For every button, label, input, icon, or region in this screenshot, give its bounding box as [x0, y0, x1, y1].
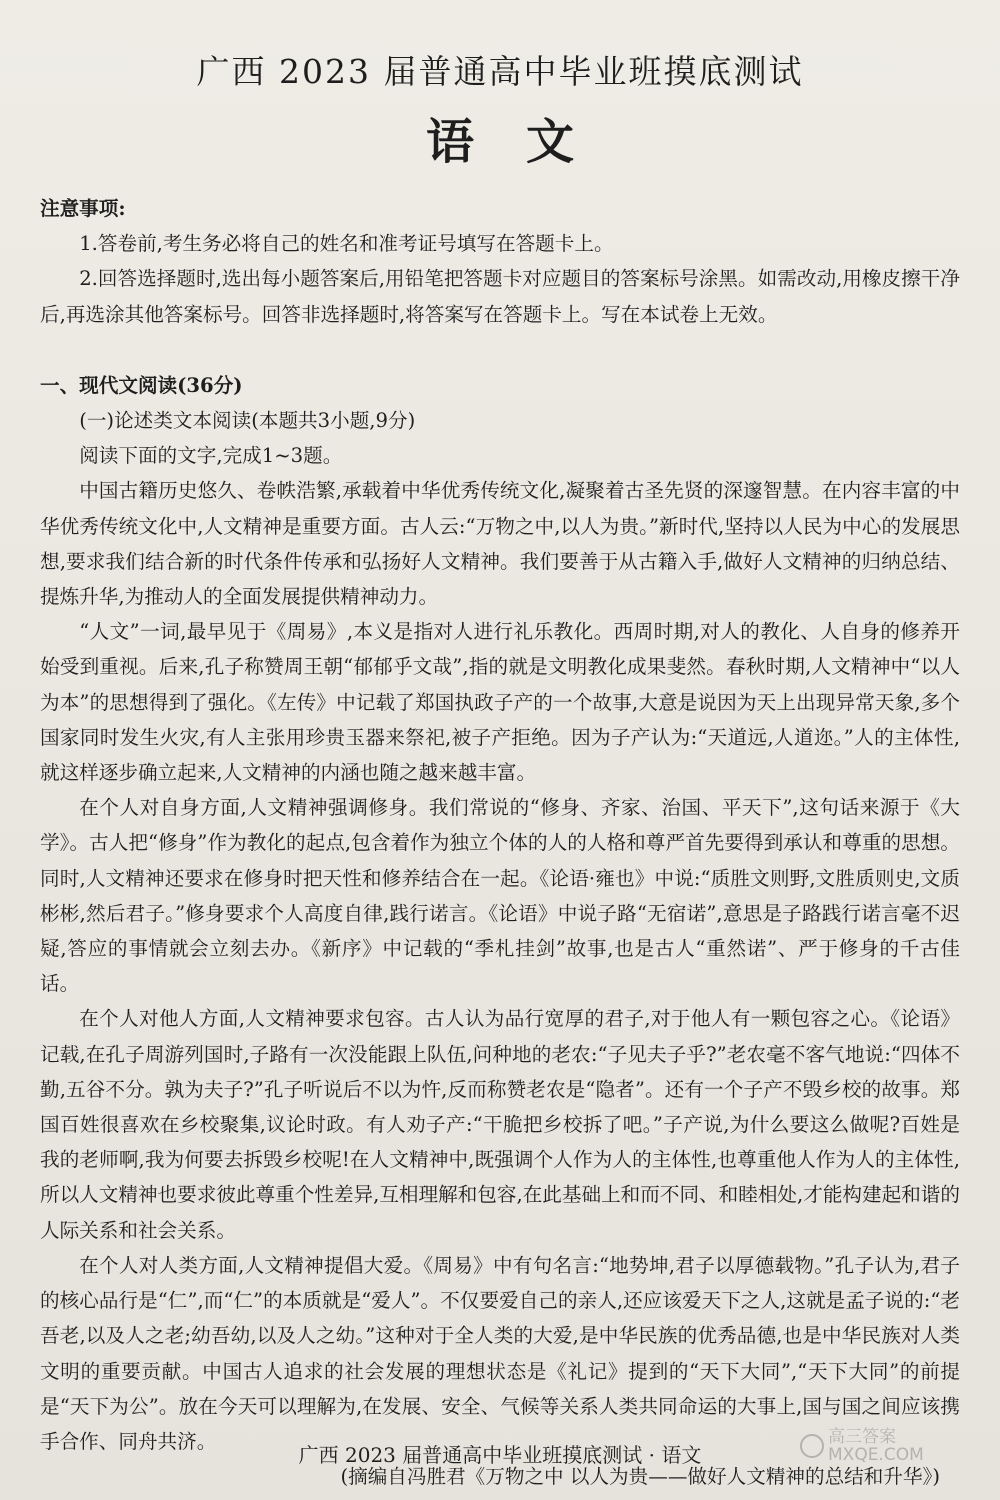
passage-paragraph: 在个人对人类方面,人文精神提倡大爱。《周易》中有句名言:“地势坤,君子以厚德载物。”孔子认为,君子的核心品行是“仁”,而“仁”的本质就是“爱人”。不仅要爱自己的亲人,还应该爱天下之人,这就是孟子说的:“老吾老,以及人之老;幼吾幼,以及人之幼。”这种对于全人类的大爱,是中华民族的优秀品德,也是中华民族对人类文明的重要贡献。中国古人追求的社会发展的理想状态是《礼记》提到的“天下大同”,“天下大同”的前提是“天下为公”。放在今天可以理解为,在发展、安全、气候等关系人类共同命运的大事上,国与国之间应该携手合作、同舟共济。	[40, 1253, 960, 1453]
section-heading: 一、现代文阅读(36分)	[40, 373, 243, 397]
subject-char-2: 文	[526, 114, 575, 170]
passage-paragraph: 在个人对他人方面,人文精神要求包容。古人认为品行宽厚的君子,对于他人有一颗包容之心。《论语》记载,在孔子周游列国时,子路有一次没能跟上队伍,问种地的老农:“子见夫子乎?”老农毫不客气地说:“四体不勤,五谷不分。孰为夫子?”孔子听说后不以为忤,反而称赞老农是“隐者”。还有一个子产不毁乡校的故事。郑国百姓很喜欢在乡校聚集,议论时政。有人劝子产:“干脆把乡校拆了吧。”子产说,为什么要这么做呢?百姓是我的老师啊,我为何要去拆毁乡校呢!在人文精神中,既强调个人作为人的主体性,也尊重他人作为人的主体性,所以人文精神也要求彼此尊重个性差异,互相理解和包容,在此基础上和而不同、和睦相处,才能构建起和谐的人际关系和社会关系。	[40, 1007, 960, 1242]
watermark	[800, 1428, 924, 1464]
watermark-line-2: MXQE.COM	[828, 1445, 924, 1465]
subsection-heading: (一)论述类文本阅读(本题共3小题,9分)	[79, 409, 416, 433]
reading-instruction: 阅读下面的文字,完成1~3题。	[79, 444, 343, 468]
spacer	[40, 332, 960, 368]
passage-paragraph: “人文”一词,最早见于《周易》,本义是指对人进行礼乐教化。西周时期,对人的教化、人自身的修养开始受到重视。后来,孔子称赞周王朝“郁郁乎文哉”,指的就是文明教化成果斐然。春秋时期,人文精神中“以人为本”的思想得到了强化。《左传》中记载了郑国执政子产的一个故事,大意是说因为天上出现异常天象,多个国家同时发生火灾,有人主张用珍贵玉器来祭祀,被子产拒绝。因为子产认为:“天道远,人道迩。”人的主体性,就这样逐步确立起来,人文精神的内涵也随之越来越丰富。	[40, 620, 960, 785]
subject-char-1: 语	[425, 114, 474, 170]
exam-title: 广西 2023 届普通高中毕业班摸底测试	[196, 52, 804, 91]
watermark-logo-icon	[800, 1434, 824, 1458]
page-footer: 广西 2023 届普通高中毕业班摸底测试 · 语文	[298, 1443, 702, 1467]
exam-content	[40, 191, 960, 1494]
notice-heading: 注意事项:	[40, 197, 126, 220]
notice-item-1: 1.答卷前,考生务必将自己的姓名和准考证号填写在答题卡上。	[79, 232, 614, 256]
passage-paragraph: 在个人对自身方面,人文精神强调修身。我们常说的“修身、齐家、治国、平天下”,这句话来源于《大学》。古人把“修身”作为教化的起点,包含着作为独立个体的人的人格和尊严首先要得到承认和尊重的思想。同时,人文精神还要求在修身时把天性和修养结合在一起。《论语·雍也》中说:“质胜文则野,文胜质则史,文质彬彬,然后君子。”修身要求个人高度自律,践行诺言。《论语》中说子路“无宿诺”,意思是子路践行诺言毫不迟疑,答应的事情就会立刻去办。《新序》中记载的“季札挂剑”故事,也是古人“重然诺”、严于修身的千古佳话。	[40, 796, 960, 996]
passage-source: (摘编自冯胜君《万物之中 以人为贵——做好人文精神的总结和升华》)	[340, 1465, 940, 1489]
notice-item-2: 2.回答选择题时,选出每小题答案后,用铅笔把答题卡对应题目的答案标号涂黑。如需改动,用橡皮擦干净后,再选涂其他答案标号。回答非选择题时,将答案写在答题卡上。写在本试卷上无效。	[40, 267, 960, 326]
passage-paragraph: 中国古籍历史悠久、卷帙浩繁,承载着中华优秀传统文化,凝聚着古圣先贤的深邃智慧。在内容丰富的中华优秀传统文化中,人文精神是重要方面。古人云:“万物之中,以人为贵。”新时代,坚持以人民为中心的发展思想,要求我们结合新的时代条件传承和弘扬好人文精神。我们要善于从古籍入手,做好人文精神的归纳总结、提炼升华,为推动人的全面发展提供精神动力。	[40, 479, 960, 609]
watermark-text	[828, 1428, 924, 1464]
subject-title	[0, 112, 1000, 172]
watermark-line-1: 高三答案	[828, 1427, 896, 1447]
